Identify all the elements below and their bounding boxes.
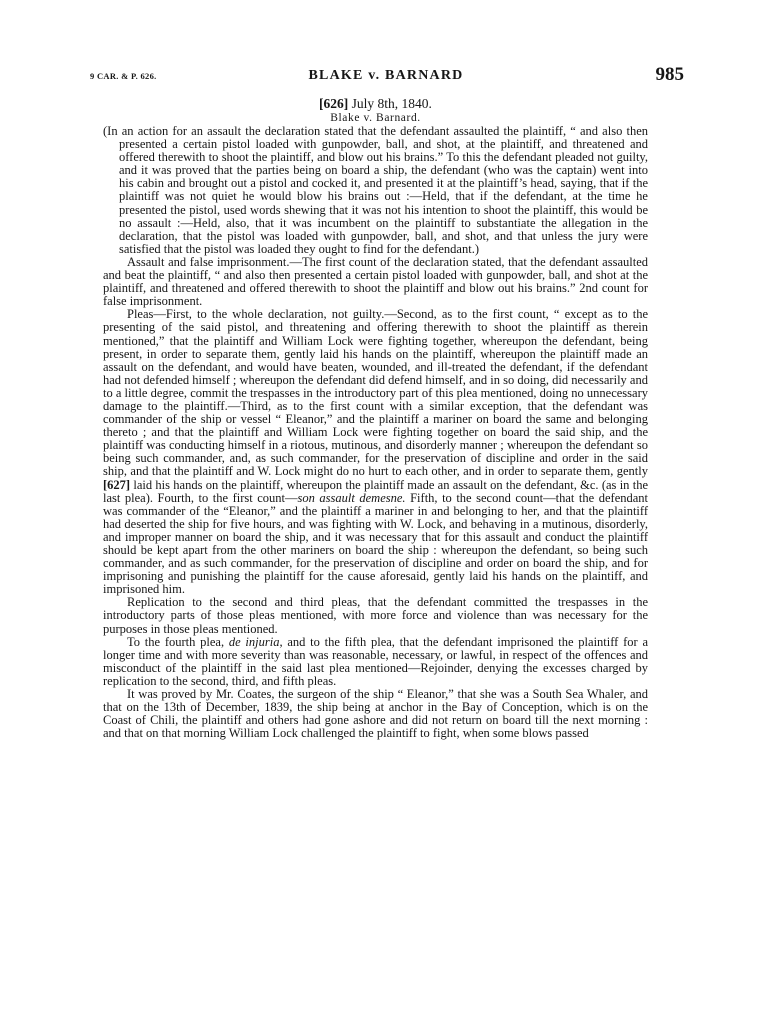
paragraph-pleas: [103, 308, 648, 596]
running-head: [88, 64, 684, 88]
rejoinder-italic-term: de injuria,: [228, 634, 283, 649]
pleas-text-1: Pleas—First, to the whole declaration, not guilty.—Second, as to the first count, “ except as to the presenting of the said pistol, and threatening and offering therewith to shoot the plaintiff as therein mentioned,” that the plaintiff and William Lock were fighting together, whereupon the defendant, being present, in order to separate them, gently laid his hands on the plaintiff, whereupon the plaintiff made an assault on the defendant, and would have beaten, wounded, and ill-treated the defendant, if the defendant had not defended himself ; whereupon the defendant did defend himself, and in so doing, did necessarily and to a little degree, commit the trespasses in the introductory part of this plea mentioned, doing no unnecessary damage to the plaintiff.—Third, as to the first count with a similar exception, that the defendant was commander of the ship or vessel “ Eleanor,” and the plaintiff a mariner on board the same and belonging thereto ; and that the plaintiff and William Lock were fighting together on board the said ship, and the plaintiff was conducting himself in a riotous, mutinous, and disorderly manner ; whereupon the defendant so being such commander, and, as such commander, for the preservation of discipline and order in the said ship, and that the plaintiff and W. Lock might do no hurt to each other, and in order to separate them, gently: [103, 307, 648, 479]
rejoinder-text-2: and to the fifth plea, that the defendant imprisoned the plaintiff for a longer time and with more severity than was reasonable, necessary, or lawful, in respect of the offences and misconduct of the plaintiff in the said last plea mentioned—Rejoinder, denying the excesses charged by replication to the second, third, and fifth pleas.: [103, 634, 648, 688]
paragraph-declaration: Assault and false imprisonment.—The first count of the declaration stated, that the defendant assaulted and beat the plaintiff, “ and also then presented a certain pistol loaded with gunpowder, ball, and shot at the plaintiff, and threatened and offered therewith to shoot the plaintiff and blow out his brains.” 2nd count for false imprisonment.: [103, 254, 648, 309]
page-number: 985: [655, 64, 684, 85]
page-content: [103, 96, 648, 740]
pleas-text-3: Fifth, to the second count—that the defendant was commander of the “Eleanor,” and the plaintiff a mariner in and belonging to her, and that the plaintiff had deserted the ship for five hours, and was fighting with W. Lock, and behaving in a mutinous, disorderly, and improper manner on board the ship, and it was necessary that for this assault and conduct the plaintiff should be kept apart from the other mariners on board the ship : whereupon the defendant, so being such commander, and as such commander, for the preservation of discipline and order on board the ship, and for imprisoning and punishing the plaintiff for the cause aforesaid, gently laid his hands on the plaintiff, and imprisoned him.: [103, 490, 649, 597]
case-date-line: [103, 96, 648, 111]
report-citation: 9 CAR. & P. 626.: [90, 71, 157, 81]
original-page-ref: [626]: [319, 96, 349, 111]
case-name: Blake v. Barnard.: [330, 112, 421, 124]
headnote: (In an action for an assault the declaration stated that the defendant assaulted the plaintiff, “ and also then presented a certain pistol loaded with gunpowder, ball, and shot, at the plaintiff, and threatened and offered therewith to shoot the plaintiff, and blow out his brains.” To this the defendant pleaded not guilty, and it was proved that the parties being on board a ship, the defendant (who was the captain) went into his cabin and brought out a pistol and cocked it, and presented it at the plaintiff’s head, saying, that if the plaintiff was not quiet he would blow his brains out :—Held, that if the defendant, at the time he presented the pistol, used words shewing that it was not his intention to shoot the plaintiff, this would be no assault :—Held, also, that it was incumbent on the plaintiff to substantiate the allegation in the declaration, that the pistol was loaded with gunpowder, ball, and shot, and that unless the jury were satisfied that the pistol was loaded they ought to find for the defendant.): [103, 124, 648, 256]
pleas-text-2: laid his hands on the plaintiff, whereupon the plaintiff made an assault on the defendant, &c. (as in the last plea). Fourth, to the first count—: [103, 477, 648, 505]
paragraph-replication: Replication to the second and third pleas, that the defendant committed the trespasses in the introductory parts of those pleas mentioned, with more force and violence than was necessary for the purposes in those pleas mentioned.: [103, 595, 648, 636]
original-page-ref-627: [627]: [103, 477, 131, 492]
rejoinder-text-1: To the fourth plea,: [127, 634, 225, 649]
paragraph-evidence: It was proved by Mr. Coates, the surgeon of the ship “ Eleanor,” that she was a South Sea Whaler, and that on the 13th of December, 1839, the ship being at anchor in the Bay of Conception, which is on the Coast of Chili, the plaintiff and others had gone ashore and did not return on board till the next morning : and that on that morning William Lock challenged the plaintiff to fight, when some blows passed: [103, 687, 648, 741]
pleas-italic-term: son assault demesne.: [297, 490, 406, 505]
running-title: BLAKE v. BARNARD: [308, 68, 464, 83]
paragraph-rejoinder: [103, 636, 648, 688]
case-date: July 8th, 1840.: [351, 96, 432, 111]
